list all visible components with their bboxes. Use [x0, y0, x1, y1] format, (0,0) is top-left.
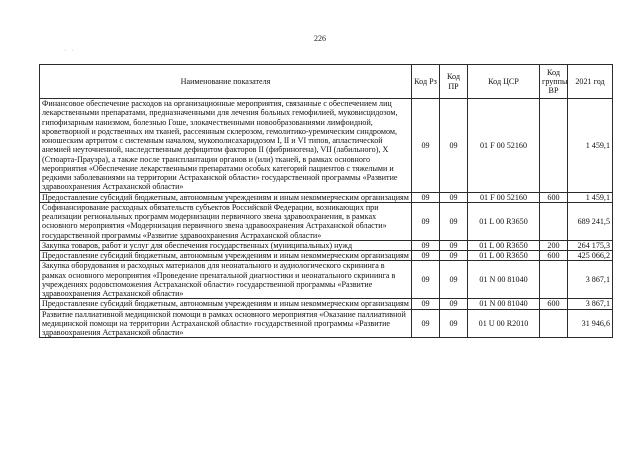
row-amount: 1 459,1: [568, 99, 613, 193]
row-pr: 09: [440, 299, 468, 309]
row-pr: 09: [440, 202, 468, 240]
header-csr: Код ЦСР: [468, 65, 540, 99]
row-rz: 09: [412, 261, 440, 299]
header-vr: Код группы ВР: [540, 65, 568, 99]
row-vr: 600: [540, 192, 568, 202]
row-name: Закупка товаров, работ и услуг для обеспечения государственных (муниципальных) нужд: [40, 240, 412, 250]
table-header-row: [40, 65, 613, 99]
row-rz: 09: [412, 240, 440, 250]
row-vr: [540, 99, 568, 193]
row-vr: 200: [540, 240, 568, 250]
row-amount: 689 241,5: [568, 202, 613, 240]
row-csr: 01 L 00 R3650: [468, 251, 540, 261]
page-number: 226: [314, 34, 326, 43]
table-row: [40, 309, 613, 338]
row-pr: 09: [440, 261, 468, 299]
row-rz: 09: [412, 202, 440, 240]
table-row: [40, 261, 613, 299]
row-rz: 09: [412, 251, 440, 261]
row-amount: 1 459,1: [568, 192, 613, 202]
header-pr: Код ПР: [440, 65, 468, 99]
row-amount: 3 867,1: [568, 261, 613, 299]
row-amount: 31 946,6: [568, 309, 613, 338]
row-amount: 264 175,3: [568, 240, 613, 250]
row-vr: [540, 309, 568, 338]
table-row: [40, 192, 613, 202]
row-rz: 09: [412, 192, 440, 202]
row-csr: 01 L 00 R3650: [468, 240, 540, 250]
row-csr: 01 L 00 R3650: [468, 202, 540, 240]
header-year: 2021 год: [568, 65, 613, 99]
row-vr: 600: [540, 299, 568, 309]
row-rz: 09: [412, 309, 440, 338]
table-row: [40, 240, 613, 250]
row-name: Предоставление субсидий бюджетным, автономным учреждениям и иным некоммерческим организациям: [40, 299, 412, 309]
row-pr: 09: [440, 192, 468, 202]
row-name: Развитие паллиативной медицинской помощи в рамках основного мероприятия «Оказание паллиативной медицинской помощи на территории Астраханской области» государственной программы «Развитие здравоохранения Астраханской области»: [40, 309, 412, 338]
row-pr: 09: [440, 99, 468, 193]
row-vr: [540, 202, 568, 240]
row-name: Закупка оборудования и расходных материалов для неонатального и аудиологического скрининга в рамках основного мероприятия «Проведение пренатальной диагностики и неонатального скрининга в учреждениях родовспоможения Астраханской области» государственной программы «Развитие здравоохранения Астраханской области»: [40, 261, 412, 299]
header-rz: Код Рз: [412, 65, 440, 99]
row-name: Предоставление субсидий бюджетным, автономным учреждениям и иным некоммерческим организациям: [40, 192, 412, 202]
row-pr: 09: [440, 251, 468, 261]
row-csr: 01 F 00 52160: [468, 99, 540, 193]
row-amount: 425 066,2: [568, 251, 613, 261]
row-csr: 01 N 00 81040: [468, 299, 540, 309]
row-csr: 01 F 00 52160: [468, 192, 540, 202]
row-name: Финансовое обеспечение расходов на организационные мероприятия, связанные с обеспечением лиц лекарственными препаратами, предназначенными для лечения больных гемофилией, муковисцидозом, гипофизарным нанизмом, болезнью Гоше, злокачественными новообразованиями лимфоидной, кроветворной и родственных им тканей, рассеянным склерозом, гемолитико-уремическим синдромом, юношеским артритом с системным началом, мукополисахаридозом I, II и VI типов, апластической анемией неуточненной, наследственным дефицитом факторов II (фибриногена), VII (лабильного), X (Стюарта-Прауэра), а также после трансплантации органов и (или) тканей, в рамках основного мероприятия «Обеспечение лекарственными препаратами особых категорий пациентов с тяжелыми и редкими заболеваниями на территории Астраханской области» государственной программы «Развитие здравоохранения Астраханской области»: [40, 99, 412, 193]
header-name: Наименование показателя: [40, 65, 412, 99]
row-csr: 01 N 00 81040: [468, 261, 540, 299]
table-row: [40, 202, 613, 240]
table-row: [40, 99, 613, 193]
row-amount: 3 867,1: [568, 299, 613, 309]
row-pr: 09: [440, 309, 468, 338]
table-row: [40, 299, 613, 309]
row-rz: 09: [412, 99, 440, 193]
table-row: [40, 251, 613, 261]
row-csr: 01 U 00 R2010: [468, 309, 540, 338]
row-name: Предоставление субсидий бюджетным, автономным учреждениям и иным некоммерческим организациям: [40, 251, 412, 261]
row-vr: 600: [540, 251, 568, 261]
row-pr: 09: [440, 240, 468, 250]
row-vr: [540, 261, 568, 299]
row-name: Софинансирование расходных обязательств субъектов Российской Федерации, возникающих при реализации региональных программ модернизации первичного звена здравоохранения, в рамках основного мероприятия «Модернизация первичного звена здравоохранения Астраханской области» государственной программы «Развитие здравоохранения Астраханской области»: [40, 202, 412, 240]
scan-mark: · ·: [64, 48, 76, 54]
budget-table: [39, 64, 613, 338]
row-rz: 09: [412, 299, 440, 309]
